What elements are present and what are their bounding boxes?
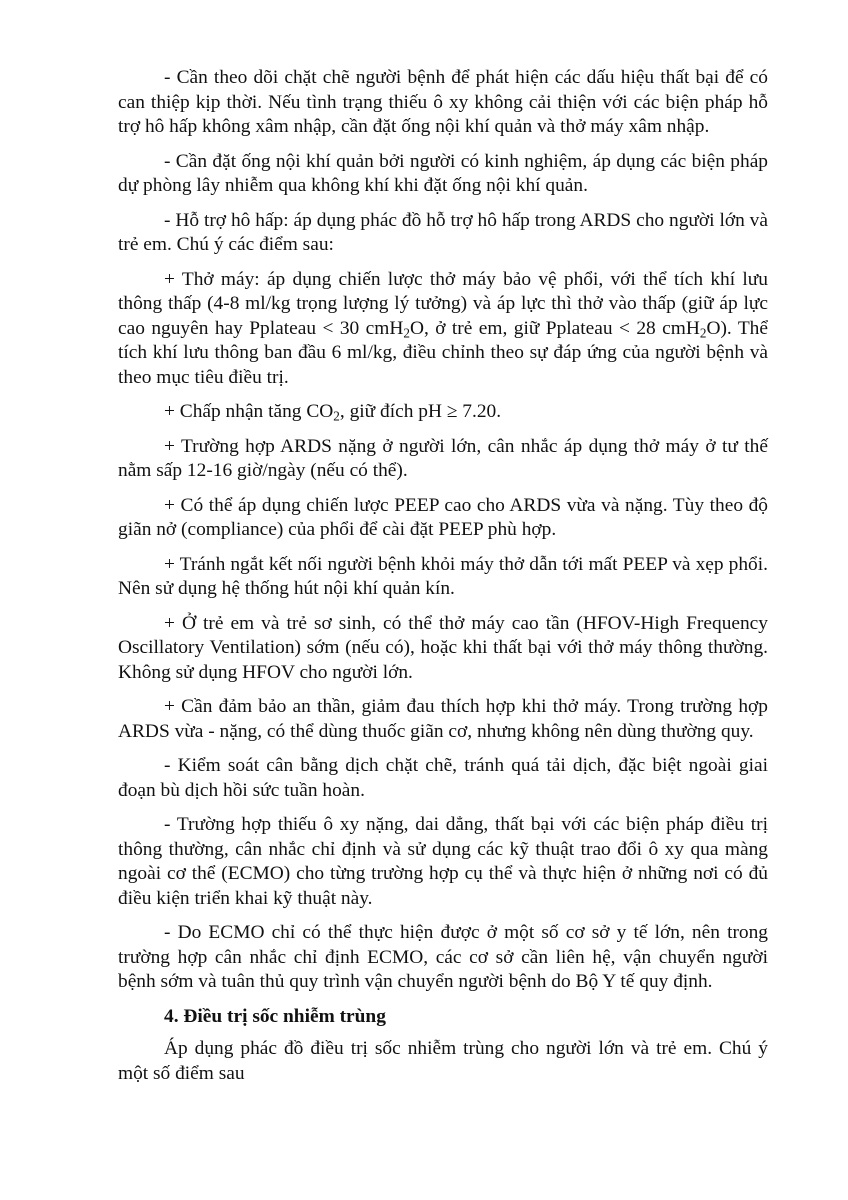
paragraph-sedation: + Cần đảm bảo an thần, giảm đau thích hợp khi thở máy. Trong trường hợp ARDS vừa - nặng, có thể dùng thuốc giãn cơ, nhưng không nên dùng thường quy. (118, 696, 768, 742)
paragraph-fluid-balance: - Kiểm soát cân bằng dịch chặt chẽ, tránh quá tải dịch, đặc biệt ngoài giai đoạn bù dịch hồi sức tuần hoàn. (118, 755, 768, 801)
paragraph-septic-shock-intro: Áp dụng phác đồ điều trị sốc nhiễm trùng cho người lớn và trẻ em. Chú ý một số điểm sau (118, 1038, 768, 1084)
subscript: 2 (403, 324, 410, 340)
document-page (118, 66, 768, 1096)
paragraph-prone-position: + Trường hợp ARDS nặng ở người lớn, cân nhắc áp dụng thở máy ở tư thế nằm sấp 12-16 giờ/ngày (nếu có thể). (118, 435, 768, 481)
paragraph-co2 (118, 400, 768, 425)
text-run: O). Thể tích khí lưu thông ban đầu 6 ml/kg, điều chỉnh theo sự đáp ứng của người bệnh và theo mục tiêu điều trị. (118, 317, 768, 388)
section-heading: 4. Điều trị sốc nhiễm trùng (164, 1005, 386, 1027)
paragraph-high-peep: + Có thể áp dụng chiến lược PEEP cao cho ARDS vừa và nặng. Tùy theo độ giãn nở (compliance) của phổi để cài đặt PEEP phù hợp. (118, 494, 768, 540)
paragraph-respiratory-support: - Hỗ trợ hô hấp: áp dụng phác đồ hỗ trợ hô hấp trong ARDS cho người lớn và trẻ em. Chú ý các điểm sau: (118, 209, 768, 255)
paragraph-intubation: - Cần đặt ống nội khí quản bởi người có kinh nghiệm, áp dụng các biện pháp dự phòng lây nhiễm qua không khí khi đặt ống nội khí quản. (118, 150, 768, 196)
paragraph-ecmo-transfer: - Do ECMO chỉ có thể thực hiện được ở một số cơ sở y tế lớn, nên trong trường hợp cân nhắc chỉ định ECMO, các cơ sở cần liên hệ, vận chuyển người bệnh sớm và tuân thủ quy trình vận chuyển người bệnh do Bộ Y tế quy định. (118, 922, 768, 992)
paragraph-disconnection: + Tránh ngắt kết nối người bệnh khỏi máy thở dẫn tới mất PEEP và xẹp phổi. Nên sử dụng hệ thống hút nội khí quản kín. (118, 553, 768, 599)
subscript: 2 (333, 408, 340, 424)
text-run: O, ở trẻ em, giữ Pplateau < 28 cmH (409, 317, 700, 339)
paragraph-monitoring: - Cần theo dõi chặt chẽ người bệnh để phát hiện các dấu hiệu thất bại để có can thiệp kịp thời. Nếu tình trạng thiếu ô xy không cải thiện với các biện pháp hỗ trợ hô hấp không xâm nhập, cần đặt ống nội khí quản và thở máy xâm nhập. (118, 67, 768, 137)
paragraph-hfov: + Ở trẻ em và trẻ sơ sinh, có thể thở máy cao tần (HFOV-High Frequency Oscillatory Ventilation) sớm (nếu có), hoặc khi thất bại với thở máy thông thường. Không sử dụng HFOV cho người lớn. (118, 612, 768, 683)
paragraph-ecmo-indication: - Trường hợp thiếu ô xy nặng, dai dẳng, thất bại với các biện pháp điều trị thông thường, cân nhắc chỉ định và sử dụng các kỹ thuật trao đổi ô xy qua màng ngoài cơ thể (ECMO) cho từng trường hợp cụ thể và thực hiện ở những nơi có đủ điều kiện triển khai kỹ thuật này. (118, 814, 768, 909)
text-run: + Thở máy: áp dụng chiến lược thở máy bảo vệ phổi, với thể tích khí lưu thông thấp (4-8 ml/kg trọng lượng lý tưởng) và áp lực thì thở vào thấp (giữ áp lực cao nguyên hay Pplateau < 30 cmH (118, 268, 768, 339)
text-run: + Chấp nhận tăng CO (164, 401, 334, 422)
text-run: , giữ đích pH ≥ 7.20. (339, 401, 502, 422)
paragraph-mechanical-ventilation (118, 268, 768, 391)
subscript: 2 (699, 324, 707, 340)
